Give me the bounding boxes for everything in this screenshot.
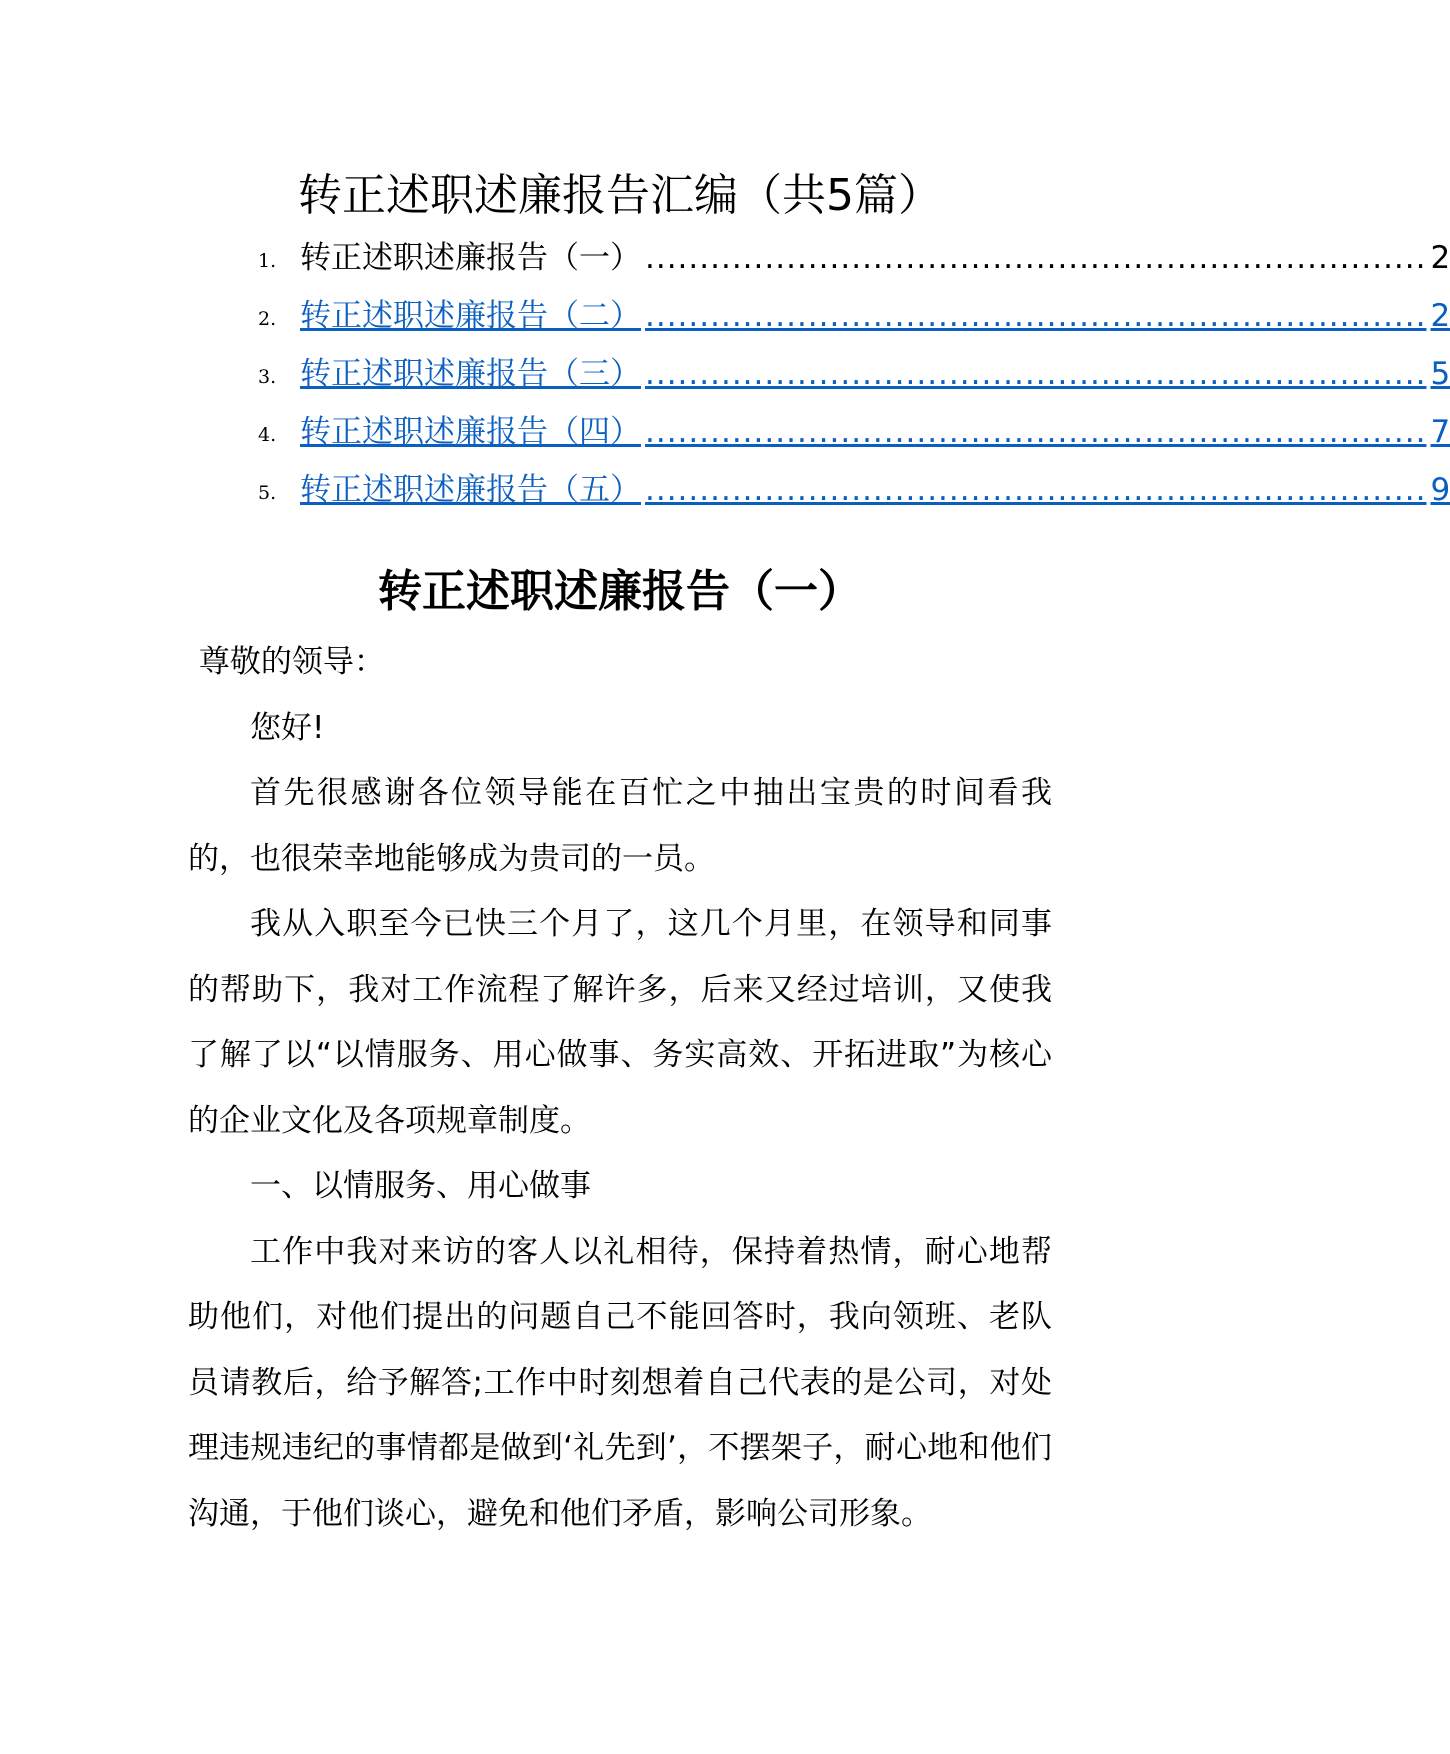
toc-leader-dots: ........................................................................ [645, 414, 1427, 450]
toc-leader-dots: ........................................................................ [645, 298, 1427, 334]
toc-number: 5. [258, 482, 277, 504]
toc-item-4[interactable] [258, 410, 1450, 454]
toc-leader-dots: ........................................................................ [645, 356, 1427, 392]
toc-item-2[interactable] [258, 294, 1450, 338]
body-paragraph: 我从入职至今已快三个月了，这几个月里，在领导和同事的帮助下，我对工作流程了解许多，后来又经过培训，又使我了解了以“以情服务、用心做事、务实高效、开拓进取”为核心的企业文化及各项规章制度。 [188, 906, 1052, 1139]
toc-entry-title: 转正述职述廉报告（五） [300, 472, 641, 508]
toc-entry-title: 转正述职述廉报告（三） [300, 356, 641, 392]
toc-number: 2. [258, 308, 277, 330]
greeting: 您好! [250, 709, 325, 746]
section-body [188, 630, 1052, 1547]
toc-page-number: 9 [1430, 472, 1450, 508]
salutation: 尊敬的领导： [198, 644, 385, 680]
toc-page-number: 5 [1430, 356, 1450, 392]
subheading: 一、以情服务、用心做事 [250, 1168, 591, 1204]
toc-number: 4. [258, 424, 277, 446]
toc-number: 1. [258, 250, 277, 272]
toc-entry-title: 转正述职述廉报告（一） [300, 240, 641, 276]
toc-leader-dots: ........................................................................ [645, 240, 1427, 276]
toc-entry-title: 转正述职述廉报告（四） [300, 414, 641, 450]
toc-leader-dots: ........................................................................ [645, 472, 1427, 508]
toc-page-number: 2 [1430, 298, 1450, 334]
toc-entry-title: 转正述职述廉报告（二） [300, 298, 641, 334]
toc-item-5[interactable] [258, 468, 1450, 512]
body-paragraph: 工作中我对来访的客人以礼相待，保持着热情，耐心地帮助他们，对他们提出的问题自己不能回答时，我向领班、老队员请教后，给予解答;工作中时刻想着自己代表的是公司，对处理违规违纪的事情都是做到‘礼先到’，不摆架子，耐心地和他们沟通，于他们谈心，避免和他们矛盾，影响公司形象。 [188, 1233, 1052, 1532]
toc-page-number: 2 [1430, 240, 1450, 276]
toc-item-3[interactable] [258, 352, 1450, 396]
toc-item-1[interactable] [258, 236, 1450, 280]
document-title: 转正述职述廉报告汇编（共5篇） [298, 170, 942, 221]
toc-page-number: 7 [1430, 414, 1450, 450]
toc-number: 3. [258, 366, 277, 388]
body-paragraph: 首先很感谢各位领导能在百忙之中抽出宝贵的时间看我的，也很荣幸地能够成为贵司的一员。 [188, 775, 1052, 877]
section-title: 转正述职述廉报告（一） [378, 566, 862, 617]
